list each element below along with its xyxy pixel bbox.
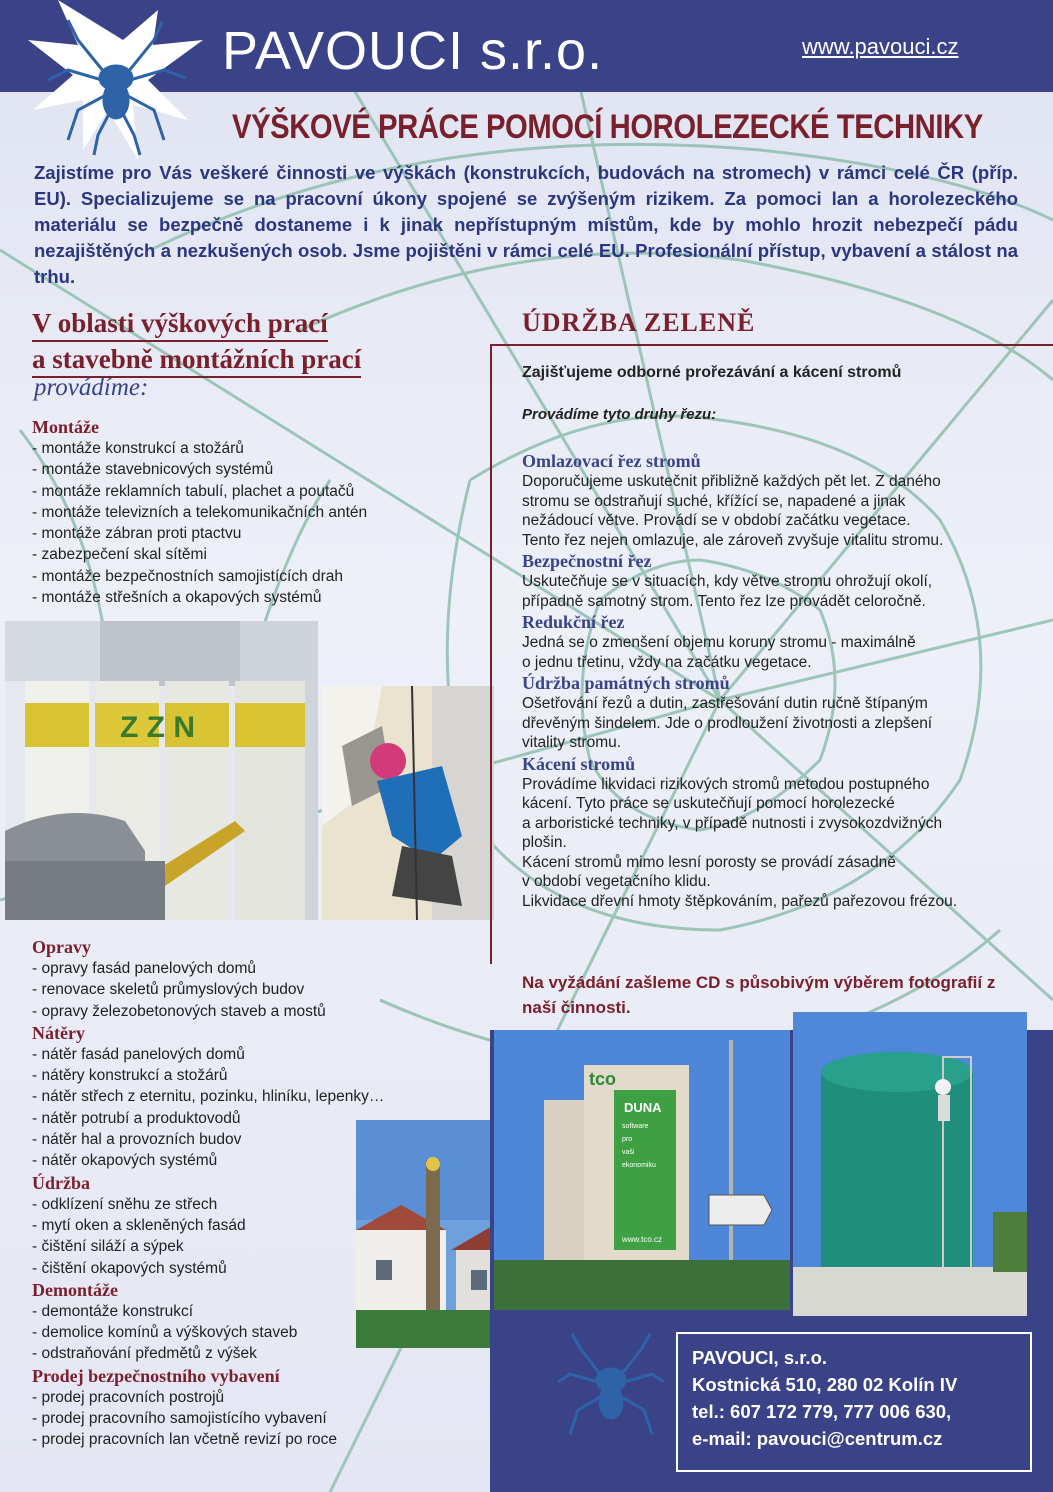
tree-care-text: kácení. Tyto práce se uskutečňují pomocí horolezecké	[522, 795, 895, 812]
tree-care-text: Uskutečňuje se v situacích, kdy větve stromu ohrožují okolí,	[522, 573, 933, 590]
list-item: - nátěr hal a provozních budov	[32, 1131, 242, 1149]
right-section-title: ÚDRŽBA ZELENĚ	[522, 308, 756, 337]
photo-billboard	[494, 1030, 790, 1310]
left-section-title	[32, 306, 472, 378]
list-item: - nátěr okapových systémů	[32, 1152, 218, 1170]
category-heading: Nátěry	[32, 1022, 85, 1043]
tco-label: tco	[589, 1069, 616, 1089]
tree-care-text: případně samotný strom. Tento řez lze provádět celoročně.	[522, 592, 926, 610]
list-item: - montáže televizních a telekomunikačních antén	[32, 503, 368, 521]
tree-care-text: Provádíme likvidaci rizikových stromů metodou postupného	[522, 775, 930, 793]
tree-care-text: stromu se odstraňují suché, křížící se, napadené a jinak	[522, 492, 906, 510]
list-item: - nátěr potrubí a produktovodů	[32, 1109, 241, 1127]
tree-care-heading: Bezpečnostní řez	[522, 551, 652, 571]
category-heading: Údržba	[32, 1172, 90, 1193]
category-heading: Demontáže	[32, 1279, 118, 1300]
tree-care-text: a arboristické techniky, v případě nutnosti i zvysokozdvižných	[522, 814, 943, 832]
photo-silos	[5, 621, 318, 920]
contact-phone[interactable]: tel.: 607 172 779, 777 006 630,	[692, 1401, 952, 1422]
tree-care-text: dřevěným šindelem. Jde o prodloužení životnosti a zlepšení	[522, 714, 933, 732]
tree-care-text: Ošetřování řezů a dutin, zastřešování dutin ručně štípaným	[522, 695, 928, 712]
list-item: - opravy fasád panelových domů	[32, 960, 257, 977]
left-section-subtitle: provádíme:	[34, 374, 149, 401]
right-frame-left	[490, 344, 492, 964]
tree-care-text: plošin.	[522, 834, 567, 851]
tree-care-text: o jednu třetinu, vždy na začátku vegetace.	[522, 653, 812, 671]
duna-title: DUNA	[624, 1100, 662, 1115]
tree-care-text: vitality stromu.	[522, 734, 622, 751]
list-item: - čištění okapových systémů	[32, 1259, 227, 1277]
duna-line-1: software	[622, 1123, 649, 1130]
right-lead-2: Provádíme tyto druhy řezu:	[522, 406, 717, 423]
tree-care-text: Kácení stromů mimo lesní porosty se provádí zásadně	[522, 853, 896, 871]
spider-logo-icon	[28, 0, 208, 160]
right-lead: Zajišťujeme odborné prořezávání a kácení stromů	[522, 364, 902, 381]
contact-address: Kostnická 510, 280 02 Kolín IV	[692, 1374, 958, 1395]
duna-line-4: ekonomiku	[622, 1162, 656, 1169]
list-item: - montáže střešních a okapových systémů	[32, 589, 322, 607]
list-item: - montáže zábran proti ptactvu	[32, 525, 242, 543]
spider-icon	[556, 1330, 666, 1440]
list-item: - nátěr střech z eternitu, pozinku, hliníku, lepenky…	[32, 1088, 385, 1106]
list-item: - prodej pracovního samojistícího vybavení	[32, 1410, 327, 1428]
cd-note: Na vyžádání zašleme CD s působivým výběrem fotografií z naší činnosti.	[522, 973, 996, 1017]
page-title: VÝŠKOVÉ PRÁCE POMOCÍ HOROLEZECKÉ TECHNIKY	[232, 108, 983, 146]
list-item: - montáže konstrukcí a stožárů	[32, 440, 244, 457]
duna-line-3: vaši	[622, 1149, 635, 1156]
photo-green-tank	[793, 1012, 1027, 1316]
tree-care-list	[522, 450, 1032, 911]
left-title-line1: V oblasti výškových prací	[32, 306, 328, 342]
photo-climber-wall	[322, 686, 494, 920]
right-frame-top	[490, 344, 1053, 346]
contact-box	[676, 1332, 1032, 1472]
tree-care-text: v období vegetačního klidu.	[522, 873, 711, 890]
silo-letters: Z Z N	[120, 711, 195, 744]
tree-care-heading: Omlazovací řez stromů	[522, 451, 701, 471]
duna-url: www.tco.cz	[622, 1235, 663, 1244]
tree-care-text: Likvidace dřevní hmoty štěpkováním, pařezů pařezovou frézou.	[522, 892, 958, 910]
list-item: - demolice komínů a výškových staveb	[32, 1324, 298, 1342]
list-item: - čištění siláží a sýpek	[32, 1238, 184, 1256]
tree-care-heading: Údržba památných stromů	[522, 673, 730, 693]
duna-line-2: pro	[622, 1136, 633, 1143]
contact-name: PAVOUCI, s.r.o.	[692, 1347, 828, 1368]
list-item: - mytí oken a skleněných fasád	[32, 1216, 246, 1234]
tree-care-heading: Redukční řez	[522, 612, 625, 632]
website-link[interactable]: www.pavouci.cz	[802, 34, 959, 59]
category-heading: Montáže	[32, 417, 99, 437]
tree-care-text: Tento řez nejen omlazuje, ale zároveň zvyšuje vitalitu stromu.	[522, 531, 944, 549]
tree-care-text: nežádoucí větve. Provádí se v období začátku vegetace.	[522, 512, 911, 529]
list-item: - odstraňování předmětů z výšek	[32, 1345, 257, 1363]
category-heading: Prodej bezpečnostního vybavení	[32, 1365, 280, 1386]
list-item: - zabezpečení skal sítěmi	[32, 546, 207, 564]
tree-care-heading: Kácení stromů	[522, 753, 636, 774]
tree-care-text: Jedná se o zmenšení objemu koruny stromu - maximálně	[522, 634, 916, 651]
list-item: - montáže reklamních tabulí, plachet a poutačů	[32, 482, 355, 500]
list-item: - renovace skeletů průmyslových budov	[32, 981, 305, 999]
list-item: - prodej pracovních lan včetně revizí po roce	[32, 1431, 337, 1449]
list-item: - nátěry konstrukcí a stožárů	[32, 1067, 228, 1085]
intro-paragraph: Zajistíme pro Vás veškeré činnosti ve výškách (konstrukcích, budovách na stromech) v rámci celé ČR (příp. EU). Specializujeme se na pracovní úkony spojené se zvýšeným rizikem. Za pomoci lan a horolezeckého materiálu se bezpečně dostaneme i k jinak nepřístupným místům, kde by mohlo hrozit nebezpečí pádu nezajištěných a nezkušených osob. Jsme pojištěni v rámci celé EU. Profesionální přístup, vybavení a stálost na trhu.	[34, 162, 1018, 287]
list-item: - prodej pracovních postrojů	[32, 1388, 225, 1406]
list-item: - odklízení sněhu ze střech	[32, 1195, 218, 1213]
services-list-a	[32, 416, 452, 608]
list-item: - montáže stavebnicových systémů	[32, 461, 274, 479]
list-item: - nátěr fasád panelových domů	[32, 1045, 245, 1063]
list-item: - montáže bezpečnostních samojistících drah	[32, 567, 344, 585]
left-title-line2: a stavebně montážních prací	[32, 342, 361, 378]
list-item: - opravy železobetonových staveb a mostů	[32, 1002, 326, 1020]
list-item: - demontáže konstrukcí	[32, 1302, 194, 1320]
company-brand: PAVOUCI s.r.o.	[222, 21, 604, 81]
tree-care-text: Doporučujeme uskutečnit přibližně každých pět let. Z daného	[522, 473, 941, 490]
contact-email[interactable]: e-mail: pavouci@centrum.cz	[692, 1428, 943, 1449]
category-heading: Opravy	[32, 937, 92, 957]
